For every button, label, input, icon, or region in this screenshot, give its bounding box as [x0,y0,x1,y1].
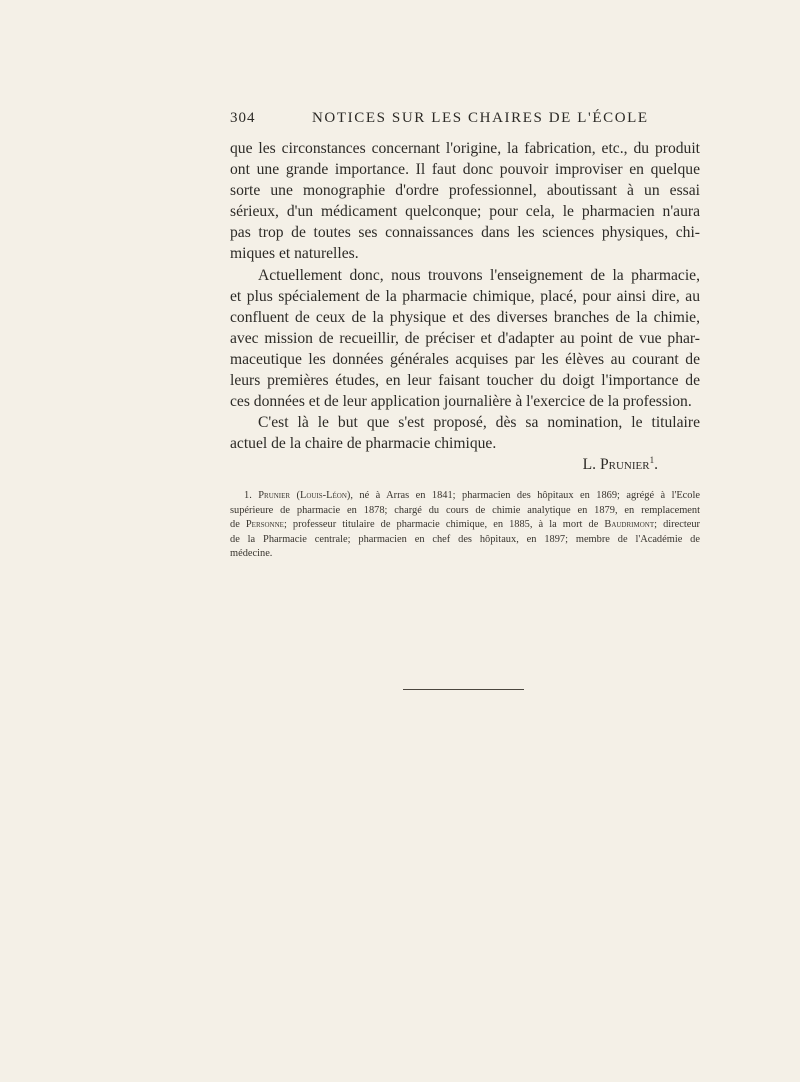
text-line: et plus spécialement de la pharmacie chimique, placé, pour ainsi dire, au [230,287,700,305]
footnote-text: de [230,519,240,530]
text-line: sorte une monographie d'ordre professionnel, aboutissant à un essai [230,182,700,200]
text-line: maceutique les données générales acquises par les élèves au courant de [230,350,700,368]
text-line: ces données et de leur application journalière à l'exercice de la profession. [230,393,692,411]
end-rule-divider [403,689,524,690]
text-line: avec mission de recueillir, de préciser et d'adapter au point de vue phar- [230,329,700,347]
footnote-person-name: Baudrimont [604,519,655,530]
footnote-text: ; directeur [654,519,700,530]
body-text [230,138,700,476]
page-header [230,110,700,132]
running-title: NOTICES SUR LES CHAIRES DE L'ÉCOLE [312,110,649,126]
footnote-line: de la Pharmacie centrale; pharmacien en chef des hôpitaux, en 1897; membre de l'Académie de [230,533,700,545]
footnote-text: ), né à Arras en 1841; pharmacien des hôpitaux en 1869; agrégé à l'Ecole [346,490,700,501]
page-number: 304 [230,110,256,126]
signature-name: Prunier [599,456,650,474]
footnote-line: médecine. [230,548,273,559]
footnote-line [230,518,700,533]
text-line: pas trop de toutes ses connaissances dans les sciences physiques, chi- [230,224,700,242]
footnote-text: ; professeur titulaire de pharmacie chimique, en 1885, à la mort de [283,519,599,530]
text-line: actuel de la chaire de pharmacie chimique. [230,435,497,453]
text-line: que les circonstances concernant l'origine, la fabrication, etc., du produit [230,140,700,157]
author-signature [230,454,700,475]
footnote [230,489,700,562]
footnote-given-name: Louis-Léon [300,490,347,501]
text-line: confluent de ceux de la physique et des diverses branches de la chimie, [230,308,700,326]
footnote-person-name: Personne [245,519,284,530]
footnote-number: 1. [244,490,252,501]
text-line: sérieux, d'un médicament quelconque; pour cela, le pharmacien n'aura [230,203,700,221]
footnote-line: 1. Prunier (Louis-Léon), né à Arras en 1841; pharmacien des hôpitaux en 1869; agrégé à l'Ecole [244,490,700,501]
signature-initial: L. [582,456,597,474]
footnote-reference: 1 [649,455,655,466]
footnote-line: supérieure de pharmacie en 1878; chargé du cours de chimie analytique en 1879, en remplacement [230,504,700,516]
footnote-name: Prunier [258,490,291,501]
text-line: miques et naturelles. [230,245,359,263]
text-line: ont une grande importance. Il faut donc pouvoir improviser en quelque [230,161,700,179]
signature-period: . [654,456,658,474]
text-line: C'est là le but que s'est proposé, dès sa nomination, le titulaire [258,414,700,432]
text-line: Actuellement donc, nous trouvons l'enseignement de la pharmacie, [258,266,700,284]
text-line: leurs premières études, en leur faisant toucher du doigt l'importance de [230,372,700,390]
